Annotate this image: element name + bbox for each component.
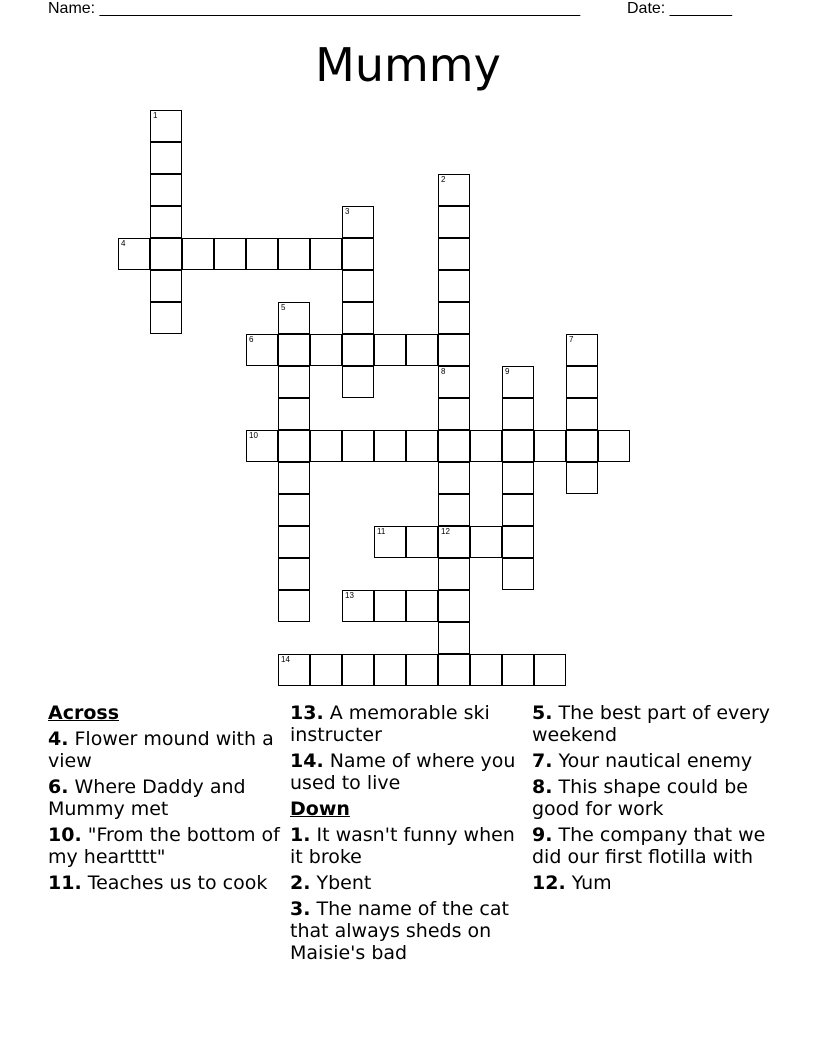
grid-cell[interactable] [438, 334, 470, 366]
clue-number: 2. [290, 872, 311, 894]
grid-cell[interactable] [438, 238, 470, 270]
clue-number: 3. [290, 898, 311, 920]
clue-number: 13. [290, 702, 324, 724]
grid-cell[interactable] [310, 334, 342, 366]
grid-cell[interactable] [438, 526, 470, 558]
clue-number: 8. [532, 776, 553, 798]
clues-column-1 [48, 702, 280, 898]
grid-cell[interactable] [438, 270, 470, 302]
grid-cell[interactable] [406, 334, 438, 366]
grid-cell[interactable] [406, 654, 438, 686]
grid-cell[interactable] [150, 174, 182, 206]
clue-text: It wasn't funny when it broke [290, 824, 515, 868]
grid-cell[interactable] [342, 590, 374, 622]
grid-cell[interactable] [310, 238, 342, 270]
cell-number: 9 [505, 367, 510, 376]
grid-cell[interactable] [438, 430, 470, 462]
grid-cell[interactable] [278, 654, 310, 686]
clue-text: This shape could be good for work [532, 776, 748, 820]
grid-cell[interactable] [214, 238, 246, 270]
grid-cell[interactable] [374, 654, 406, 686]
grid-cell[interactable] [406, 526, 438, 558]
grid-cell[interactable] [278, 302, 310, 334]
clue-text: Teaches us to cook [87, 872, 268, 894]
clue-number: 14. [290, 750, 324, 772]
clue-text: The name of the cat that always sheds on Maisie's bad [290, 898, 509, 964]
grid-cell[interactable] [502, 366, 534, 398]
grid-cell[interactable] [246, 238, 278, 270]
clue-text: Yum [571, 872, 612, 894]
grid-cell[interactable] [342, 430, 374, 462]
clue-down-2 [290, 872, 522, 894]
cell-number: 13 [345, 591, 354, 600]
clue-down-8 [532, 776, 772, 820]
clue-across-13 [290, 702, 522, 746]
grid-cell[interactable] [534, 430, 566, 462]
grid-cell[interactable] [470, 526, 502, 558]
clues-column-3 [532, 702, 772, 898]
clues-column-2 [290, 702, 522, 968]
clue-number: 5. [532, 702, 553, 724]
grid-cell[interactable] [502, 654, 534, 686]
clue-text: Your nautical enemy [558, 750, 753, 772]
cell-number: 6 [249, 335, 254, 344]
grid-cell[interactable] [342, 334, 374, 366]
clue-text: A memorable ski instructer [290, 702, 490, 746]
grid-cell[interactable] [150, 142, 182, 174]
date-blank[interactable]: _______ [669, 0, 732, 17]
grid-cell[interactable] [502, 558, 534, 590]
grid-cell[interactable] [470, 654, 502, 686]
clue-text: "From the bottom of my heartttt" [48, 824, 280, 868]
clue-down-12 [532, 872, 772, 894]
cell-number: 2 [441, 175, 446, 184]
clue-number: 10. [48, 824, 82, 846]
grid-cell[interactable] [502, 494, 534, 526]
grid-cell[interactable] [566, 334, 598, 366]
clue-number: 9. [532, 824, 553, 846]
clue-text: Where Daddy and Mummy met [48, 776, 246, 820]
grid-cell[interactable] [278, 366, 310, 398]
grid-cell[interactable] [438, 302, 470, 334]
grid-cell[interactable] [438, 654, 470, 686]
clue-across-6 [48, 776, 280, 820]
grid-cell[interactable] [438, 558, 470, 590]
grid-cell[interactable] [342, 270, 374, 302]
name-blank[interactable]: ______________________________________________________ [99, 0, 581, 17]
grid-cell[interactable] [278, 430, 310, 462]
down-heading: Down [290, 798, 350, 820]
clue-across-4 [48, 728, 280, 772]
clue-down-5 [532, 702, 772, 746]
page-title: Mummy [315, 38, 501, 92]
grid-cell[interactable] [342, 206, 374, 238]
clue-text: The company that we did our first flotilla with [532, 824, 766, 868]
grid-cell[interactable] [118, 238, 150, 270]
grid-cell[interactable] [374, 430, 406, 462]
grid-cell[interactable] [150, 110, 182, 142]
cell-number: 3 [345, 207, 350, 216]
clue-number: 4. [48, 728, 69, 750]
grid-cell[interactable] [278, 590, 310, 622]
grid-cell[interactable] [278, 494, 310, 526]
cell-number: 7 [569, 335, 574, 344]
grid-cell[interactable] [470, 430, 502, 462]
cell-number: 1 [153, 111, 158, 120]
grid-cell[interactable] [342, 238, 374, 270]
grid-cell[interactable] [438, 366, 470, 398]
clue-across-14 [290, 750, 522, 794]
grid-cell[interactable] [566, 430, 598, 462]
grid-cell[interactable] [438, 622, 470, 654]
clue-text: Ybent [316, 872, 372, 894]
grid-cell[interactable] [438, 494, 470, 526]
grid-cell[interactable] [246, 430, 278, 462]
grid-cell[interactable] [150, 206, 182, 238]
clue-across-11 [48, 872, 280, 894]
clue-number: 1. [290, 824, 311, 846]
grid-cell[interactable] [342, 654, 374, 686]
clue-across-10 [48, 824, 280, 868]
cell-number: 14 [281, 655, 290, 664]
grid-cell[interactable] [502, 526, 534, 558]
clue-down-9 [532, 824, 772, 868]
grid-cell[interactable] [278, 558, 310, 590]
grid-cell[interactable] [566, 398, 598, 430]
grid-cell[interactable] [150, 238, 182, 270]
grid-cell[interactable] [278, 398, 310, 430]
grid-cell[interactable] [502, 462, 534, 494]
grid-cell[interactable] [150, 302, 182, 334]
cell-number: 10 [249, 431, 258, 440]
grid-cell[interactable] [374, 590, 406, 622]
grid-cell[interactable] [374, 526, 406, 558]
grid-cell[interactable] [534, 654, 566, 686]
clue-text: Flower mound with a view [48, 728, 274, 772]
grid-cell[interactable] [406, 590, 438, 622]
grid-cell[interactable] [502, 430, 534, 462]
grid-cell[interactable] [406, 430, 438, 462]
cell-number: 4 [121, 239, 126, 248]
cell-number: 11 [377, 527, 386, 536]
grid-cell[interactable] [566, 366, 598, 398]
grid-cell[interactable] [438, 590, 470, 622]
grid-cell[interactable] [150, 270, 182, 302]
clue-down-3 [290, 898, 522, 964]
grid-cell[interactable] [502, 398, 534, 430]
clue-text: The best part of every weekend [532, 702, 771, 746]
grid-cell[interactable] [566, 462, 598, 494]
grid-cell[interactable] [182, 238, 214, 270]
clue-down-7 [532, 750, 772, 772]
grid-cell[interactable] [438, 174, 470, 206]
grid-cell[interactable] [342, 302, 374, 334]
name-label: Name: [48, 0, 100, 17]
clue-down-1 [290, 824, 522, 868]
across-heading: Across [48, 702, 120, 724]
clue-number: 7. [532, 750, 553, 772]
grid-cell[interactable] [278, 526, 310, 558]
grid-cell[interactable] [278, 462, 310, 494]
grid-cell[interactable] [278, 238, 310, 270]
clue-number: 11. [48, 872, 82, 894]
grid-cell[interactable] [310, 654, 342, 686]
grid-cell[interactable] [598, 430, 630, 462]
grid-cell[interactable] [438, 398, 470, 430]
grid-cell[interactable] [438, 206, 470, 238]
clue-number: 6. [48, 776, 69, 798]
cell-number: 5 [281, 303, 286, 312]
cell-number: 12 [441, 527, 450, 536]
grid-cell[interactable] [374, 334, 406, 366]
cell-number: 8 [441, 367, 446, 376]
grid-cell[interactable] [278, 334, 310, 366]
clue-text: Name of where you used to live [290, 750, 516, 794]
clue-number: 12. [532, 872, 566, 894]
grid-cell[interactable] [342, 366, 374, 398]
grid-cell[interactable] [438, 462, 470, 494]
date-label: Date: [627, 0, 670, 17]
grid-cell[interactable] [310, 430, 342, 462]
grid-cell[interactable] [246, 334, 278, 366]
